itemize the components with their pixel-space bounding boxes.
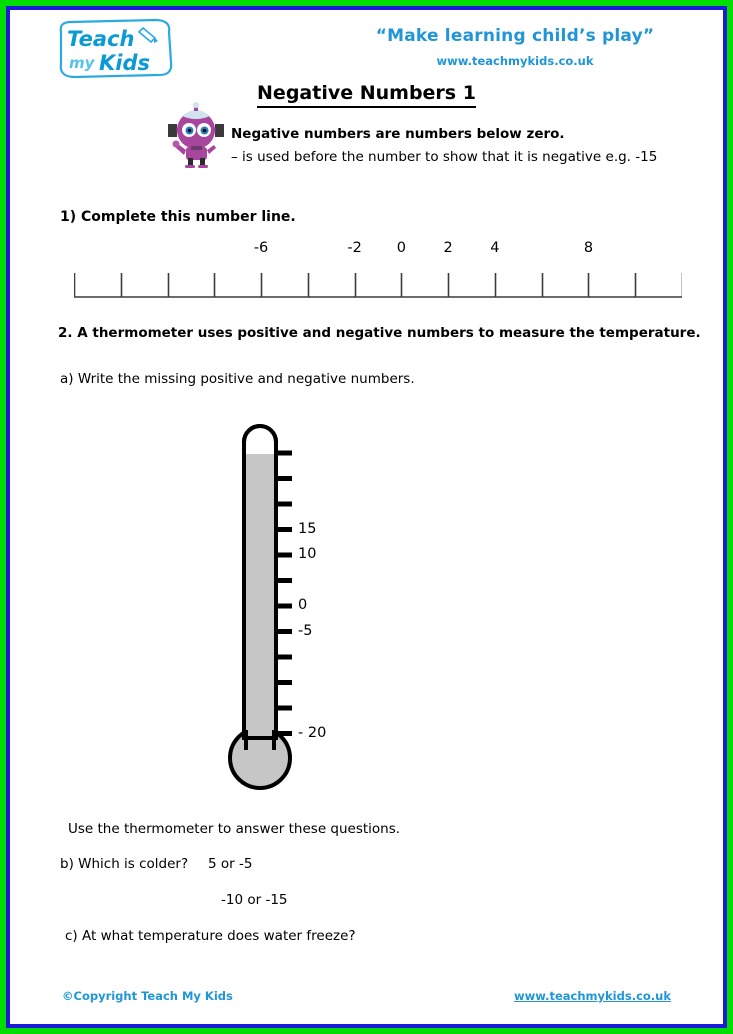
robot-mascot-icon bbox=[168, 102, 224, 168]
number-line-label: -2 bbox=[347, 240, 362, 256]
question-b-prompt: b) Which is colder? bbox=[60, 856, 189, 872]
number-line-label: 0 bbox=[396, 240, 406, 256]
page-title-text: Negative Numbers 1 bbox=[257, 82, 476, 108]
svg-text:Teach: Teach bbox=[67, 27, 135, 51]
svg-text:Kids: Kids bbox=[99, 51, 151, 75]
question-b-option-2: -10 or -15 bbox=[221, 892, 288, 908]
thermometer-label: 15 bbox=[298, 520, 317, 537]
number-line-label: -6 bbox=[253, 240, 269, 256]
thermometer-svg bbox=[228, 420, 378, 812]
intro-line-2: – is used before the number to show that it is negative e.g. -15 bbox=[231, 149, 658, 165]
thermometer-label: 0 bbox=[298, 597, 308, 613]
number-line-label: 8 bbox=[583, 240, 594, 256]
question-2-prompt: 2. A thermometer uses positive and negative numbers to measure the temperature. bbox=[58, 325, 701, 341]
page-title bbox=[0, 82, 733, 104]
number-line-ticks bbox=[74, 270, 682, 302]
thermometer-label: -5 bbox=[298, 622, 313, 639]
slogan-text: “Make learning child’s play” bbox=[375, 26, 655, 46]
number-line[interactable] bbox=[74, 240, 682, 302]
thermometer-label: 10 bbox=[298, 546, 317, 562]
intro-line-1: Negative numbers are numbers below zero. bbox=[231, 126, 565, 142]
use-thermometer-instruction: Use the thermometer to answer these questions. bbox=[68, 821, 401, 837]
number-line-label: 4 bbox=[490, 240, 500, 256]
thermometer-label: - 20 bbox=[298, 724, 327, 741]
teach-my-kids-logo bbox=[55, 18, 175, 80]
number-line-label: 2 bbox=[443, 240, 453, 256]
header-website: www.teachmykids.co.uk bbox=[436, 54, 594, 68]
thermometer-diagram[interactable] bbox=[228, 420, 378, 812]
svg-text:my: my bbox=[69, 54, 95, 72]
question-1-prompt: 1) Complete this number line. bbox=[60, 209, 296, 225]
question-c-prompt: c) At what temperature does water freeze? bbox=[65, 928, 356, 944]
footer-website-link[interactable]: www.teachmykids.co.uk bbox=[513, 989, 671, 1003]
question-b-option-1: 5 or -5 bbox=[208, 856, 253, 872]
footer-copyright: ©Copyright Teach My Kids bbox=[62, 989, 233, 1003]
question-2a-prompt: a) Write the missing positive and negative numbers. bbox=[60, 371, 415, 387]
